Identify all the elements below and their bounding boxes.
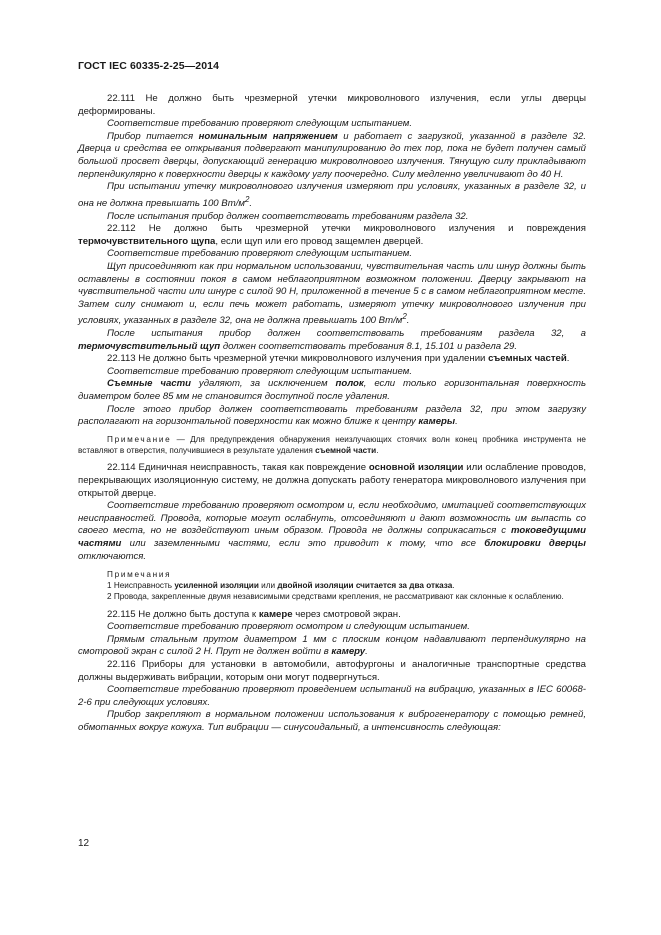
clause-22-113: 22.113 Не должно быть чрезмерной утечки микроволнового излучения при удалении съемных частей. xyxy=(107,353,570,365)
test-procedure-text: Прибор закрепляют в нормальном положении использования к виброгенератору с помощью ремней, обмотанных вокруг кожуха. Тип вибрации — синусоидальный, а интенсивность следующая: xyxy=(78,709,586,733)
test-procedure-text: Прибор питается номинальным напряжением и работает с загрузкой, указанной в разделе 32. Дверца и средства ее открывания подвергают манипулированию до тех пор, пока не будет получен самый большой просвет дверцы, допускающий генерацию микроволнового излучения. Тянущую силу прикладывают перпендикулярно к поверхности дверцы к каждому углу поочередно. Силу медленно увеличивают до 40 Н. xyxy=(78,130,587,180)
term-cavity: камере xyxy=(258,608,293,620)
compliance-check-text: Соответствие требованию проверяют следующим испытанием. xyxy=(107,118,413,130)
test-result-text: После этого прибор должен соответствовать требованиям раздела 32, при этом загрузку располагают на горизонтальной поверхности как можно ближе к центру камеры. xyxy=(78,403,586,428)
compliance-check-text: Соответствие требованию проверяют проведением испытаний на вибрацию, указанных в IEC 60068-2-6 при следующих условиях. xyxy=(78,684,586,708)
test-procedure-text: Съемные части удаляют, за исключением полок, если только горизонтальная поверхность диаметром более 85 мм не становится доступной после удаления. xyxy=(78,378,586,403)
term-rated-voltage: номинальным напряжением xyxy=(198,130,338,142)
term-detachable-parts: Съемные части xyxy=(107,378,192,390)
term-cavity: камеру xyxy=(331,646,366,658)
compliance-check-text: Соответствие требованию проверяют осмотром и следующим испытанием. xyxy=(107,621,470,633)
test-result-text: После испытания прибор должен соответствовать требованиям раздела 32, а термочувствительный щуп должен соответствовать требования 8.1, 15.101 и раздела 29. xyxy=(78,328,586,352)
term-basic-insulation: основной изоляции xyxy=(368,462,464,474)
standard-header: ГОСТ IEC 60335-2-25—2014 xyxy=(78,60,220,72)
clause-22-114: 22.114 Единичная неисправность, такая как повреждение основной изоляции или ослабление проводов, перекрывающих изоляционную систему, не должна допускать работу генератора микроволнового излучения при открытой дверце. xyxy=(78,462,586,499)
term-detachable-part: съемной части xyxy=(315,445,377,455)
note-item-1: 1 Неисправность усиленной изоляции или двойной изоляции считается за два отказа. xyxy=(107,580,455,590)
clause-22-115: 22.115 Не должно быть доступа к камере через смотровой экран. xyxy=(107,608,401,620)
page-number: 12 xyxy=(78,838,90,849)
term-reinforced-insulation: усиленной изоляции xyxy=(174,580,259,590)
clause-22-111: 22.111 Не должно быть чрезмерной утечки микроволнового излучения, если углы дверцы деформированы. xyxy=(78,93,586,117)
compliance-check-text: Соответствие требованию проверяют следующим испытанием. xyxy=(107,365,413,377)
term-shelves: полок xyxy=(335,378,364,390)
term-cavity: камеры xyxy=(418,416,456,428)
term-live-parts: токоведущими частями xyxy=(78,525,586,549)
note-block: Примечание — Для предупреждения обнаружения неизлучающих стоячих волн конец пробника инструмента не вставляют в отверстия, получившиеся в результате удаления съемной части. xyxy=(78,434,586,455)
term-temperature-probe: термочувствительного щупа xyxy=(78,235,216,247)
notes-heading: Примечания xyxy=(107,570,172,580)
term-door-interlocks: блокировки дверцы xyxy=(484,537,586,549)
term-detachable-parts: съемных частей xyxy=(488,353,567,365)
compliance-check-text: Соответствие требованию проверяют следующим испытанием. xyxy=(107,248,413,260)
test-result-text: После испытания прибор должен соответствовать требованиям раздела 32. xyxy=(107,210,469,222)
term-double-insulation: двойной изоляции считается за два отказа xyxy=(277,580,453,590)
term-temperature-probe: термочувствительный щуп xyxy=(78,340,221,352)
test-procedure-text: Щуп присоединяют как при нормальном использовании, чувствительная часть или шнур должны быть оставлены в состоянии покоя в самом неблагоприятном возможном положении. Дверцу закрывают на чувствительной части или шнуре с силой 90 Н, приложенной в течение 5 с в самом неблагоприятном месте. Затем силу снимают и, если печь может работать, измеряют утечку микроволнового излучения при условиях, указанных в разделе 32, она не должна превышать 100 $Вт/м^2$. xyxy=(78,260,586,327)
clause-22-112: 22.112 Не должно быть чрезмерной утечки микроволнового излучения и повреждения термочувствительного щупа, если щуп или его провод защемлен дверцей. xyxy=(78,223,586,247)
compliance-check-text: Соответствие требованию проверяют осмотром и, если необходимо, имитацией соответствующих неисправностей. Провода, которые могут ослабнуть, отсоединяют и дают возможность им выпасть со своего места, но не воздействуют иным образом. Провода не должны соприкасаться с токоведущими частями или заземленными частями, если это приводит к тому, что все блокировки дверцы отключаются. xyxy=(78,500,586,562)
clause-22-116: 22.116 Приборы для установки в автомобили, автофургоны и аналогичные транспортные средства должны выдерживать вибрации, которым они могут подвергнуться. xyxy=(78,658,586,683)
note-label: Примечание xyxy=(107,434,172,444)
document-body xyxy=(78,93,586,734)
test-measurement-text: При испытании утечку микроволнового излучения измеряют при условиях, указанных в разделе 32, и она не должна превышать 100 $Вт/м^2$. xyxy=(78,181,586,209)
test-procedure-text: Прямым стальным прутом диаметром 1 мм с плоским концом надавливают перпендикулярно на смотровой экран с силой 2 Н. Прут не должен войти в камеру. xyxy=(78,633,586,658)
note-item-2: 2 Провода, закрепленные двумя независимыми средствами крепления, не рассматривают как склонные к ослаблению. xyxy=(107,591,564,601)
